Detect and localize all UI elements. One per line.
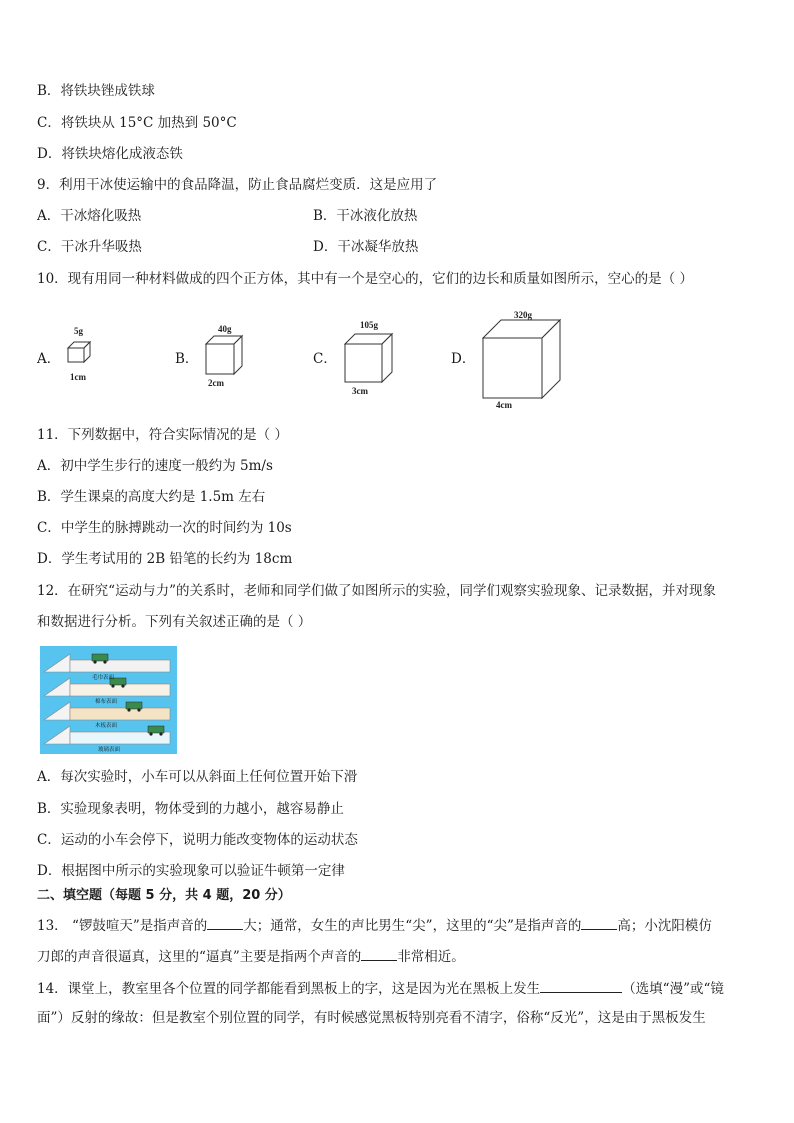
q14-text-2: （选填“漫”或“镜 xyxy=(622,981,724,997)
q10-stem: 10．现有用同一种材料做成的四个正方体，其中有一个是空心的，它们的边长和质量如图所示，空心的是（ ） xyxy=(37,271,693,287)
q11-option-c: C．中学生的脉搏跳动一次的时间约为 10s xyxy=(37,520,292,536)
q13-text-3: 高；小沈阳模仿 xyxy=(617,918,712,934)
q12-option-a: A．每次实验时，小车可以从斜面上任何位置开始下滑 xyxy=(37,769,358,785)
q10-cube-b-figure xyxy=(200,320,250,390)
q10-option-b-label: B． xyxy=(175,351,199,367)
q12-stem-line2: 和数据进行分析。下列有关叙述正确的是（ ） xyxy=(37,614,312,630)
q10-cube-d-side: 4cm xyxy=(496,400,512,410)
q12-figure-label-1: 毛巾表面 xyxy=(92,675,115,681)
q10-cube-a-side: 1cm xyxy=(70,372,86,382)
q12-figure-label-3: 木板表面 xyxy=(95,723,118,729)
q11-option-d: D．学生考试用的 2B 铅笔的长约为 18cm xyxy=(37,551,293,567)
q14-line1 xyxy=(37,978,724,998)
q12-figure-label-2: 棉布表面 xyxy=(95,699,118,705)
section2-title: 二、填空题（每题 5 分，共 4 题，20 分） xyxy=(37,888,291,903)
q10-cube-b-side: 2cm xyxy=(208,378,224,388)
q10-cube-b-mass: 40g xyxy=(218,324,232,334)
q12-figure-label-4: 玻璃表面 xyxy=(98,747,121,753)
q10-cube-c-figure xyxy=(338,314,398,398)
q12-option-b: B．实验现象表明，物体受到的力越小，越容易静止 xyxy=(37,801,344,817)
q14-blank-1[interactable] xyxy=(540,978,622,993)
q10-cube-a-mass: 5g xyxy=(74,326,83,336)
q9-stem: 9．利用干冰使运输中的食品降温，防止食品腐烂变质．这是应用了 xyxy=(37,177,438,193)
q14-line2: 面”）反射的缘故：但是教室个别位置的同学，有时候感觉黑板特别亮看不清字，俗称“反光”，这是由于黑板发生 xyxy=(37,1010,706,1026)
q13-blank-2[interactable] xyxy=(581,915,617,930)
q10-option-c-label: C． xyxy=(313,351,337,367)
q13-text-2: 大；通常，女生的声比男生“尖”，这里的“尖”是指声音的 xyxy=(243,918,582,934)
q13-line1 xyxy=(37,915,712,935)
q9-option-d: D．干冰凝华放热 xyxy=(313,239,419,255)
q12-experiment-figure xyxy=(40,646,177,754)
q10-option-d-label: D． xyxy=(451,351,476,367)
q11-option-b: B．学生课桌的高度大约是 1.5m 左右 xyxy=(37,489,266,505)
q10-cube-c-mass: 105g xyxy=(360,320,378,330)
q11-option-a: A．初中学生步行的速度一般约为 5m/s xyxy=(37,458,273,474)
q14-text-1: 14．课堂上，教室里各个位置的同学都能看到黑板上的字，这是因为光在黑板上发生 xyxy=(37,981,541,997)
q12-stem-line1: 12．在研究“运动与力”的关系时，老师和同学们做了如图所示的实验，同学们观察实验现象、记录数据，并对现象 xyxy=(37,583,716,599)
q8-option-b: B．将铁块锉成铁球 xyxy=(37,83,155,99)
q12-option-d: D．根据图中所示的实验现象可以验证牛顿第一定律 xyxy=(37,863,345,879)
q8-option-c: C．将铁块从 15°C 加热到 50°C xyxy=(37,115,237,131)
q9-option-b: B．干冰液化放热 xyxy=(313,208,418,224)
q13-blank-1[interactable] xyxy=(207,915,243,930)
q13-text-5: 非常相近。 xyxy=(397,949,465,965)
q10-cube-d-mass: 320g xyxy=(514,310,532,320)
q9-option-a: A．干冰熔化吸热 xyxy=(37,208,142,224)
q8-option-d: D．将铁块熔化成液态铁 xyxy=(37,146,183,162)
q9-option-c: C．干冰升华吸热 xyxy=(37,239,142,255)
q10-option-a-label: A． xyxy=(37,351,61,367)
q13-text-1: 13． “锣鼓喧天”是指声音的 xyxy=(37,918,208,934)
q10-cube-c-side: 3cm xyxy=(352,386,368,396)
q10-cube-d-figure xyxy=(476,306,566,410)
q13-blank-3[interactable] xyxy=(361,946,397,961)
q11-stem: 11．下列数据中，符合实际情况的是（ ） xyxy=(37,427,288,443)
q13-line2 xyxy=(37,946,465,966)
q12-option-c: C．运动的小车会停下，说明力能改变物体的运动状态 xyxy=(37,832,358,848)
q13-text-4: 刀郎的声音很逼真，这里的“逼真”主要是指两个声音的 xyxy=(37,949,362,965)
q10-cube-a-figure xyxy=(62,322,102,384)
